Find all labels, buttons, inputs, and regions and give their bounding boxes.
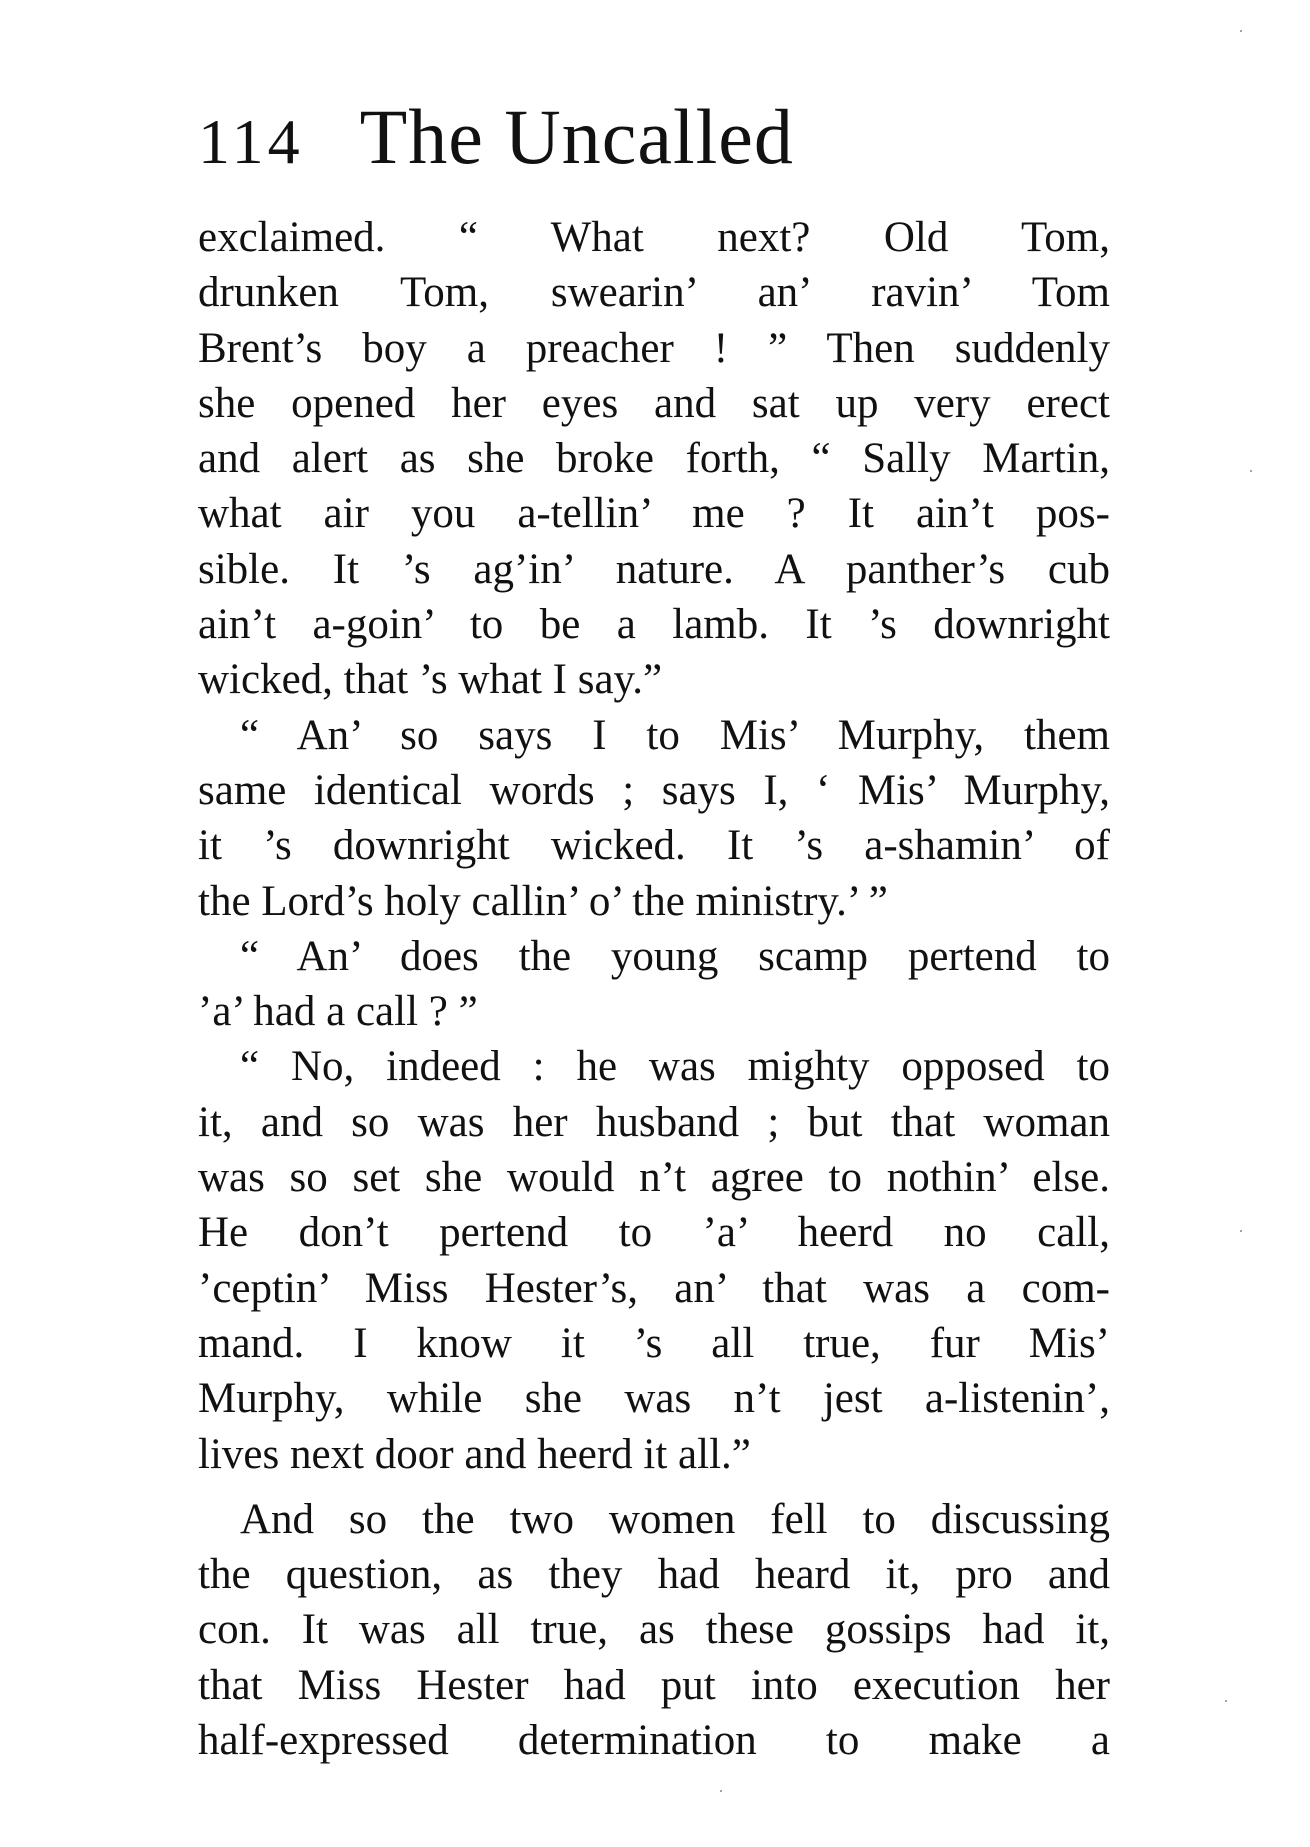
text-line: lives next door and heerd it all.” bbox=[198, 1430, 751, 1478]
text-line: and alert as she broke forth, “ Sally Martin, bbox=[198, 435, 1110, 483]
book-title: The Uncalled bbox=[359, 93, 794, 180]
text-line: ’ceptin’ Miss Hester’s, an’ that was a com- bbox=[198, 1264, 1110, 1312]
text-line: And so the two women fell to discussing bbox=[240, 1495, 1110, 1543]
text-line: He don’t pertend to ’a’ heerd no call, bbox=[198, 1209, 1110, 1257]
text-line: “ An’ does the young scamp pertend to bbox=[240, 932, 1110, 980]
running-head bbox=[198, 92, 794, 182]
text-line: mand. I know it ’s all true, fur Mis’ bbox=[198, 1319, 1110, 1367]
text-line: wicked, that ’s what I say.” bbox=[198, 656, 663, 704]
text-line: the Lord’s holy callin’ o’ the ministry.’ ” bbox=[198, 877, 888, 925]
paper-speck bbox=[1250, 470, 1252, 472]
text-line: it, and so was her husband ; but that woman bbox=[198, 1098, 1110, 1146]
paper-speck bbox=[720, 1790, 722, 1792]
text-line: exclaimed. “ What next? Old Tom, bbox=[198, 214, 1110, 261]
text-line: con. It was all true, as these gossips had it, bbox=[198, 1606, 1110, 1654]
text-line: she opened her eyes and sat up very erect bbox=[198, 379, 1110, 427]
text-line: ain’t a-goin’ to be a lamb. It ’s downright bbox=[198, 601, 1110, 649]
text-line: it ’s downright wicked. It ’s a-shamin’ of bbox=[198, 822, 1110, 870]
paper-speck bbox=[1240, 30, 1242, 32]
text-line: that Miss Hester had put into execution her bbox=[198, 1661, 1110, 1709]
text-line: “ No, indeed : he was mighty opposed to bbox=[240, 1043, 1110, 1091]
page-number: 114 bbox=[198, 106, 304, 177]
body-text bbox=[198, 210, 1110, 1768]
text-line: Murphy, while she was n’t jest a-listenin’, bbox=[198, 1375, 1110, 1423]
text-line: what air you a-tellin’ me ? It ain’t pos- bbox=[198, 490, 1110, 538]
paper-speck bbox=[1225, 1700, 1227, 1702]
text-line: Brent’s boy a preacher ! ” Then suddenly bbox=[198, 324, 1110, 372]
text-line: “ An’ so says I to Mis’ Murphy, them bbox=[240, 711, 1110, 759]
text-line: was so set she would n’t agree to nothin’ else. bbox=[198, 1154, 1110, 1202]
text-line: half-expressed determination to make a bbox=[198, 1717, 1110, 1765]
text-line: sible. It ’s ag’in’ nature. A panther’s cub bbox=[198, 545, 1110, 593]
text-line: ’a’ had a call ? ” bbox=[198, 988, 478, 1036]
text-line: the question, as they had heard it, pro and bbox=[198, 1551, 1110, 1599]
paper-speck bbox=[1240, 1230, 1242, 1232]
text-line: drunken Tom, swearin’ an’ ravin’ Tom bbox=[198, 269, 1110, 317]
text-line: same identical words ; says I, ‘ Mis’ Murphy, bbox=[198, 766, 1110, 814]
